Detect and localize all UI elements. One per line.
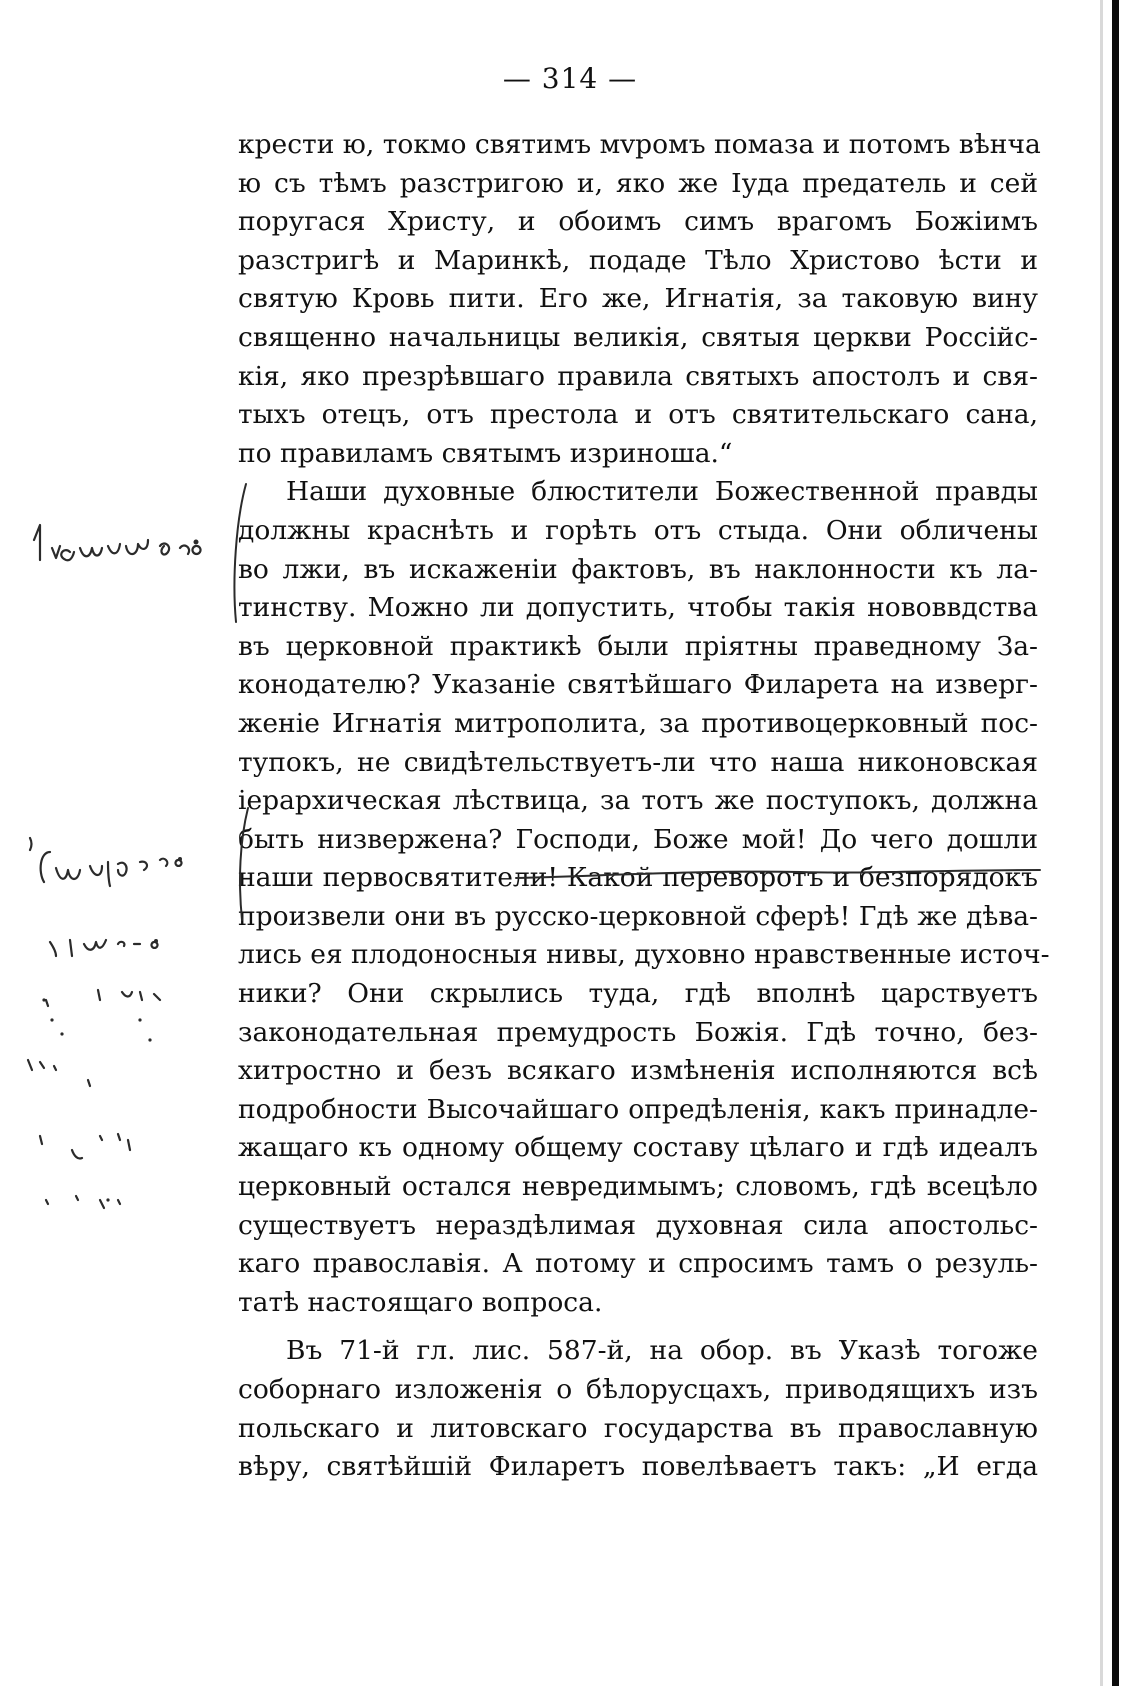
text-line: подробности Высочайшаго опредѣленія, какъ принадле-	[238, 1093, 1038, 1125]
text-line: въ церковной практикѣ были пріятны праведному За-	[238, 630, 1038, 662]
page-edge-border	[1112, 0, 1119, 1686]
text-line: Наши духовные блюстители Божественной правды	[286, 476, 1038, 508]
text-line: соборнаго изложенія о бѣлорусцахъ, приводящихъ изъ	[238, 1374, 1038, 1405]
text-line: произвели они въ русско-церковной сферѣ! Гдѣ же дѣва-	[238, 900, 1038, 932]
text-line: хитростно и безъ всякаго измѣненія исполняются всѣ	[238, 1055, 1038, 1087]
text-underline	[516, 870, 1040, 878]
page-number: — 314 —	[502, 62, 638, 95]
text-line: ники? Они скрылись туда, гдѣ вполнѣ царствуетъ	[238, 978, 1038, 1010]
text-line: ю съ тѣмъ разстригою и, яко же Іуда предатель и сей	[238, 167, 1038, 199]
text-line: наши первосвятители! Какой переворотъ и безпорядокъ	[238, 862, 1038, 894]
text-line: конодателю? Указаніе святѣйшаго Филарета на изверг-	[238, 669, 1038, 701]
text-line: святую Кровь пити. Его же, Игнатія, за таковую вину	[238, 283, 1038, 315]
text-line: церковный остался невредимымъ; словомъ, гдѣ всецѣло	[238, 1171, 1038, 1203]
text-line: польскаго и литовскаго государства въ православную	[238, 1412, 1038, 1444]
text-line: должны краснѣть и горѣть отъ стыда. Они обличены	[238, 514, 1038, 546]
text-line: вѣру, святѣйшій Филаретъ повелѣваетъ такъ: „И егда	[238, 1451, 1038, 1483]
text-line: тинству. Можно ли допустить, чтобы такія нововвдства	[238, 592, 1038, 624]
text-line: женіе Игнатія митрополита, за противоцерковный пос-	[238, 707, 1038, 739]
text-line: татѣ настоящаго вопроса.	[238, 1286, 603, 1318]
text-line: законодательная премудрость Божія. Гдѣ точно, без-	[238, 1016, 1038, 1048]
text-line: во лжи, въ искаженіи фактовъ, въ наклонности къ ла-	[238, 553, 1038, 585]
text-line: существуетъ нераздѣлимая духовная сила апостольс-	[238, 1209, 1038, 1241]
text-line: поругася Христу, и обоимъ симъ врагомъ Божіимъ	[238, 206, 1038, 238]
text-line: жащаго къ одному общему составу цѣлаго и гдѣ идеалъ	[238, 1132, 1038, 1164]
text-line: быть низвержена? Господи, Боже мой! До чего дошли	[238, 823, 1038, 855]
text-line: лись ея плодоносныя нивы, духовно нравственные источ-	[238, 939, 1050, 971]
text-line: разстригѣ и Маринкѣ, подаде Тѣло Христово ѣсти и	[238, 244, 1038, 276]
text-line: каго православія. А потому и спросимъ тамъ о резуль-	[238, 1248, 1038, 1280]
scan-edge-shadow	[1100, 0, 1103, 1686]
text-line: Въ 71-й гл. лис. 587-й, на обор. въ Указѣ тогоже	[286, 1335, 1038, 1367]
margin-bracket	[234, 484, 246, 622]
margin-bracket	[240, 808, 248, 920]
text-line: по правиламъ святымъ изриноша.“	[238, 437, 733, 469]
text-line: іерархическая лѣствица, за тотъ же поступокъ, должна	[238, 785, 1038, 817]
text-line: тыхъ отецъ, отъ престола и отъ святительскаго сана,	[238, 399, 1038, 431]
text-line: священно начальницы великія, святыя церкви Россійс-	[238, 321, 1038, 353]
text-line: тупокъ, не свидѣтельствуетъ-ли что наша никоновская	[238, 746, 1038, 778]
text-line: крести ю, токмо святимъ мvромъ помаза и потомъ вѣнча	[238, 129, 1041, 160]
text-line: кія, яко презрѣвшаго правила святыхъ апостолъ и свя-	[238, 360, 1038, 392]
